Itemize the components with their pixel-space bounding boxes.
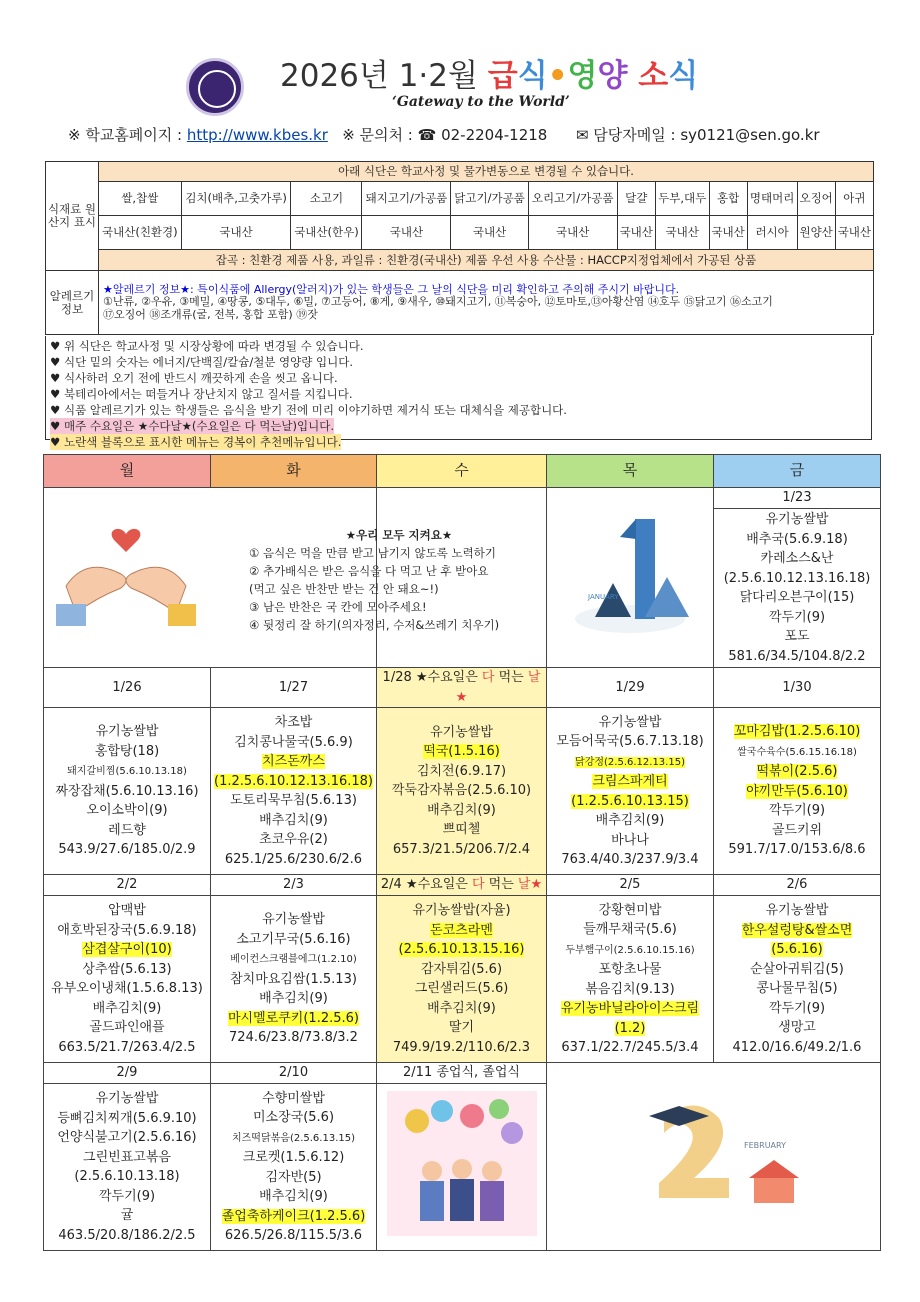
wednesday-tag: 먹는 bbox=[494, 670, 528, 685]
menu-cell bbox=[377, 896, 547, 1063]
menu-item: 떡볶이(2.5.6) bbox=[756, 764, 838, 780]
wednesday-tag: 다 bbox=[471, 877, 485, 893]
date-cell: 2/6 bbox=[714, 875, 881, 896]
title-char: 소 bbox=[638, 58, 669, 94]
menu-item: 유기농바닐라아이스크림 bbox=[560, 1001, 700, 1016]
menu-item: 깍두기(9) bbox=[768, 803, 826, 819]
title-char: 급 bbox=[487, 58, 518, 94]
menu-item: 생망고 bbox=[778, 1020, 816, 1035]
page-subtitle: ‘Gateway to the World’ bbox=[392, 94, 570, 110]
nutrition-info: 581.6/34.5/104.8/2.2 bbox=[728, 648, 866, 664]
menu-item: 닭강정(2.5.6.12.13.15) bbox=[575, 756, 685, 768]
menu-item: 귤 bbox=[120, 1208, 134, 1223]
date-cell: 1/27 bbox=[211, 668, 377, 708]
menu-item: 배추김치(9) bbox=[259, 1189, 328, 1204]
menu-item: 소고기무국(5.6.16) bbox=[236, 931, 351, 947]
menu-item: 언양식불고기(2.5.6.16) bbox=[57, 1130, 197, 1145]
origin-item: 명태머리 bbox=[747, 182, 797, 216]
menu-item: 치즈떡닭볶음(2.5.6.13.15) bbox=[231, 1132, 355, 1144]
menu-item: (2.5.6.10.12.13.16.18) bbox=[723, 570, 871, 586]
menu-item: 유부오이냉채(1.5.6.8.13) bbox=[51, 981, 203, 996]
menu-item: 미소장국(5.6) bbox=[252, 1110, 335, 1125]
menu-item: 깍두기(9) bbox=[98, 1188, 156, 1204]
menu-item: 김자반(5) bbox=[265, 1169, 322, 1185]
nutrition-info: 763.4/40.3/237.9/3.4 bbox=[561, 852, 699, 867]
date-cell: 2/3 bbox=[211, 875, 377, 896]
nutrition-info: 543.9/27.6/185.0/2.9 bbox=[58, 842, 196, 858]
menu-cell bbox=[714, 708, 881, 875]
weekday-header: 화 bbox=[211, 455, 377, 488]
date-cell: 1/29 bbox=[547, 668, 714, 708]
menu-item: 유기농쌀밥 bbox=[598, 714, 662, 730]
menu-item: 치즈돈까스 bbox=[262, 754, 325, 769]
date-cell-wednesday: 1/28 ★수요일은 다 먹는 날★ bbox=[377, 668, 547, 708]
menu-item: 깍둑감자볶음(2.5.6.10) bbox=[391, 783, 532, 799]
february-label: FEBRUARY bbox=[743, 1141, 786, 1151]
origin-country: 국내산 bbox=[181, 216, 291, 250]
origin-country: 국내산 bbox=[528, 216, 617, 250]
origin-item: 김치(배추,고춧가루) bbox=[181, 182, 291, 216]
menu-cell bbox=[211, 1084, 377, 1251]
menu-item: 유기농쌀밥 bbox=[95, 724, 159, 740]
menu-item: 강황현미밥 bbox=[598, 902, 662, 918]
menu-item: 오이소박이(9) bbox=[86, 803, 168, 819]
title-char: 영 bbox=[567, 58, 598, 94]
february-illustration bbox=[547, 1063, 881, 1251]
contact-phone: ※ 문의처 : ☎ 02-2204-1218 bbox=[342, 126, 548, 144]
menu-item: 들깨무채국(5.6) bbox=[583, 922, 677, 937]
menu-item: 배추김치(9) bbox=[427, 1000, 496, 1016]
wednesday-tag: ★수요일은 bbox=[415, 670, 482, 685]
nutrition-info: 626.5/26.8/115.5/3.6 bbox=[224, 1228, 363, 1243]
allergy-label: 알레르기 정보 bbox=[46, 271, 99, 335]
origin-footnote: 잡곡 : 친환경 제품 사용, 과일류 : 친환경(국내산) 제품 우선 사용 수산물 : HACCP지정업체에서 가공된 상품 bbox=[99, 250, 874, 271]
menu-item: 돈코츠라멘 bbox=[430, 922, 493, 938]
menu-item: 그린빈표고볶음 bbox=[83, 1149, 171, 1165]
pledge-line: ① 음식은 먹을 만큼 받고 남기지 않도록 노력하기 bbox=[249, 546, 496, 560]
menu-cell bbox=[211, 896, 377, 1063]
origin-country: 러시아 bbox=[747, 216, 797, 250]
notice-item: ♥ 식사하러 오기 전에 반드시 깨끗하게 손을 씻고 옵니다. bbox=[50, 371, 338, 385]
origin-country: 국내산 bbox=[617, 216, 655, 250]
wednesday-tag: 먹는 bbox=[484, 877, 518, 893]
menu-item: 배추김치(9) bbox=[259, 812, 328, 828]
graduation-illustration bbox=[377, 1084, 547, 1251]
date-cell: 2/2 bbox=[44, 875, 211, 896]
menu-item: 유기농쌀밥 bbox=[95, 1091, 159, 1106]
menu-item: 쌀국수육수(5.6.15.16.18) bbox=[737, 746, 857, 758]
menu-cell bbox=[547, 896, 714, 1063]
weekday-header: 수 bbox=[377, 455, 547, 488]
allergy-info: ★알레르기 정보★: 특이식품에 Allergy(알러지)가 있는 학생들은 그 날의 식단을 미리 확인하고 주의해 주시기 바랍니다. ①난류, ②우유, ③메밀, ④땅콩, ⑤대두, ⑥밀, ⑦고등어, ⑧게, ⑨새우, ⑩돼지고기, ⑪복숭아, ⑫토마토,⑬아황산염 ⑭호두 ⑮닭고기 ⑯소고기 ⑰오징어 ⑱조개류(굴, 전복, 홍합 포함) ⑲잣 bbox=[99, 271, 874, 335]
menu-item: 배추김치(9) bbox=[595, 813, 665, 828]
notice-recommended: ♥ 노란색 블록으로 표시한 메뉴는 경복이 추천메뉴입니다. bbox=[50, 435, 342, 449]
menu-item: 크로켓(1.5.6.12) bbox=[242, 1150, 345, 1165]
nutrition-info: 412.0/16.6/49.2/1.6 bbox=[732, 1039, 862, 1055]
date-cell: 2/10 bbox=[211, 1063, 377, 1084]
origin-item: 쌀,찹쌀 bbox=[99, 182, 182, 216]
contact-email: ✉ 담당자메일 : sy0121@sen.go.kr bbox=[575, 126, 820, 144]
pledge-title: ★우리 모두 지켜요★ bbox=[345, 528, 453, 542]
origin-item: 닭고기/가공품 bbox=[451, 182, 528, 216]
origin-country: 국내산 bbox=[835, 216, 873, 250]
title-char: 식 bbox=[668, 58, 699, 94]
origin-notice: 아래 식단은 학교사정 및 물가변동으로 변경될 수 있습니다. bbox=[99, 162, 874, 182]
menu-item: 유기농쌀밥 bbox=[262, 912, 325, 928]
menu-item: 레드향 bbox=[108, 822, 146, 838]
menu-item: 홍합탕(18) bbox=[94, 743, 160, 759]
notice-item: ♥ 위 식단은 학교사정 및 시장상황에 따라 변경될 수 있습니다. bbox=[50, 339, 364, 353]
nutrition-info: 724.6/23.8/73.8/3.2 bbox=[229, 1030, 358, 1046]
menu-item: 깍두기(9) bbox=[768, 609, 826, 625]
menu-item: (2.5.6.10.13.18) bbox=[74, 1169, 180, 1184]
contact-line: ※ 학교홈페이지 : http://www.kbes.kr ※ 문의처 : ☎ 02-2204-1218 ✉ 담당자메일 : sy0121@sen.go.kr bbox=[68, 126, 820, 144]
origin-item: 달걀 bbox=[617, 182, 655, 216]
menu-item: 야끼만두(5.6.10) bbox=[746, 783, 848, 799]
page-title: 2026년 1·2월 급식•영양 소식 bbox=[280, 58, 699, 94]
menu-item: (2.5.6.10.13.15.16) bbox=[398, 942, 525, 957]
notice-list bbox=[45, 336, 872, 449]
menu-cell bbox=[44, 708, 211, 875]
menu-item: (1.2.5.6.10.12.13.16.18) bbox=[214, 773, 373, 789]
origin-table bbox=[45, 161, 874, 335]
notice-wednesday: ♥ 매주 수요일은 ★수다날★(수요일은 다 먹는날)입니다. bbox=[50, 419, 335, 433]
origin-item: 두부,대두 bbox=[655, 182, 709, 216]
menu-item: 유기농쌀밥 bbox=[430, 724, 493, 740]
menu-cell bbox=[714, 509, 881, 668]
menu-item: 감자튀김(5.6) bbox=[420, 961, 503, 977]
menu-item: 초코우유(2) bbox=[259, 832, 328, 847]
menu-item: 도토리묵무침(5.6.13) bbox=[230, 793, 357, 808]
menu-item: 콩나물무침(5) bbox=[756, 981, 838, 996]
origin-country: 국내산 bbox=[362, 216, 451, 250]
menu-calendar bbox=[43, 454, 881, 1251]
january-illustration bbox=[547, 488, 714, 668]
menu-cell bbox=[547, 708, 714, 875]
menu-item: 베이컨스크램블에그(1.2.10) bbox=[230, 954, 357, 966]
menu-item: 짜장잡채(5.6.10.13.16) bbox=[55, 783, 199, 799]
menu-item: 바나나 bbox=[611, 832, 649, 848]
menu-item: 쁘띠첼 bbox=[442, 822, 481, 838]
menu-item: 유기농쌀밥(자율) bbox=[412, 903, 511, 918]
nutrition-info: 591.7/17.0/153.6/8.6 bbox=[728, 842, 866, 858]
january-label: JANUARY bbox=[588, 593, 619, 602]
menu-item: 한우설렁탕&쌀소면 bbox=[741, 922, 853, 938]
menu-item: 꼬마김밥(1.2.5.6.10) bbox=[733, 724, 861, 740]
pledge-box bbox=[44, 488, 500, 668]
nutrition-info: 663.5/21.7/263.4/2.5 bbox=[58, 1039, 196, 1055]
date-cell: 1/23 bbox=[714, 488, 881, 509]
origin-item: 오징어 bbox=[797, 182, 835, 216]
date-cell: 2/9 bbox=[44, 1063, 211, 1084]
menu-cell bbox=[377, 708, 547, 875]
menu-item: 순살아귀튀김(5) bbox=[750, 961, 844, 977]
date-cell: 2/11 종업식, 졸업식 bbox=[377, 1063, 547, 1084]
date-cell-wednesday: 2/4 ★수요일은 다 먹는 날★ bbox=[377, 875, 547, 896]
menu-item: 졸업축하케이크(1.2.5.6) bbox=[221, 1208, 366, 1224]
date-cell: 2/5 bbox=[547, 875, 714, 896]
menu-item: 김치전(6.9.17) bbox=[416, 763, 507, 779]
origin-country: 국내산(친환경) bbox=[99, 216, 182, 250]
origin-label: 식재료 원산지 표시 bbox=[46, 162, 99, 271]
menu-item: (1.2.5.6.10.13.15) bbox=[571, 793, 689, 809]
notice-item: ♥ 식단 밑의 숫자는 에너지/단백질/칼슘/철분 영양량 입니다. bbox=[50, 355, 354, 369]
menu-cell bbox=[44, 896, 211, 1063]
menu-item: 배추김치(9) bbox=[92, 1000, 162, 1016]
menu-item: 수향미쌀밥 bbox=[262, 1090, 325, 1106]
menu-item: 볶음김치(9.13) bbox=[585, 981, 675, 997]
menu-item: 애호박된장국(5.6.9.18) bbox=[57, 922, 197, 938]
menu-item: (1.2) bbox=[614, 1020, 646, 1036]
menu-item: 배추국(5.6.9.18) bbox=[746, 531, 848, 547]
menu-item: 김치콩나물국(5.6.9) bbox=[234, 734, 353, 750]
menu-item: 그린샐러드(5.6) bbox=[414, 981, 509, 996]
menu-item: 포항초나물 bbox=[598, 962, 662, 977]
menu-item: 등뼈김치찌개(5.6.9.10) bbox=[57, 1110, 197, 1126]
menu-item: 상추쌈(5.6.13) bbox=[82, 961, 172, 977]
pinky-promise-illustration bbox=[56, 516, 196, 626]
pledge-line: ② 추가배식은 받은 음식을 다 먹고 난 후 받아요 bbox=[249, 564, 489, 578]
pledge-line: ③ 남은 반찬은 국 칸에 모아주세요! bbox=[249, 600, 427, 614]
weekday-header: 월 bbox=[44, 455, 211, 488]
origin-item: 오리고기/가공품 bbox=[528, 182, 617, 216]
nutrition-info: 657.3/21.5/206.7/2.4 bbox=[392, 841, 531, 857]
menu-item: 골드키위 bbox=[771, 822, 823, 838]
nutrition-info: 749.9/19.2/110.6/2.3 bbox=[392, 1039, 531, 1055]
menu-item: 마시멜로쿠키(1.2.5.6) bbox=[228, 1010, 359, 1026]
menu-item: 깍두기(9) bbox=[768, 1000, 826, 1016]
menu-item: 유기농쌀밥 bbox=[765, 512, 829, 527]
date-cell: 1/30 bbox=[714, 668, 881, 708]
menu-item: 두부햄구이(2.5.6.10.15.16) bbox=[565, 944, 695, 956]
menu-item: 떡국(1.5.16) bbox=[423, 744, 500, 760]
origin-country: 국내산 bbox=[655, 216, 709, 250]
origin-country: 국내산 bbox=[709, 216, 747, 250]
wednesday-tag: ★수요일은 bbox=[405, 877, 472, 893]
menu-item: 골드파인애플 bbox=[89, 1020, 165, 1035]
wednesday-tag: 다 bbox=[481, 670, 495, 685]
title-char: • bbox=[547, 58, 568, 94]
school-logo bbox=[186, 58, 244, 116]
menu-cell bbox=[44, 1084, 211, 1251]
menu-item: 카레소스&난 bbox=[760, 551, 834, 566]
pledge-line: (먹고 싶은 반찬만 받는 건 안 돼요~!) bbox=[249, 582, 439, 596]
notice-item: ♥ 식품 알레르기가 있는 학생들은 음식을 받기 전에 미리 이야기하면 제거식 또는 대체식을 제공합니다. bbox=[50, 403, 567, 417]
menu-cell bbox=[211, 708, 377, 875]
wednesday-tag: 날★ bbox=[517, 877, 543, 893]
menu-cell bbox=[714, 896, 881, 1063]
menu-item: 닭다리오븐구이(15) bbox=[739, 590, 855, 605]
menu-item: 배추김치(9) bbox=[259, 991, 328, 1007]
homepage-link[interactable]: http://www.kbes.kr bbox=[186, 126, 328, 144]
weekday-header: 목 bbox=[547, 455, 714, 488]
origin-country: 국내산 bbox=[451, 216, 528, 250]
nutrition-info: 637.1/22.7/245.5/3.4 bbox=[561, 1040, 699, 1055]
pledge-line: ④ 뒷정리 잘 하기(의자정리, 수저&쓰레기 치우기) bbox=[249, 618, 500, 632]
menu-item: 배추김치(9) bbox=[427, 802, 496, 818]
menu-item: 모듬어묵국(5.6.7.13.18) bbox=[556, 734, 704, 749]
menu-item: 참치마요김쌈(1.5.13) bbox=[230, 971, 357, 987]
origin-country: 국내산(한우) bbox=[291, 216, 362, 250]
origin-item: 아귀 bbox=[835, 182, 873, 216]
menu-item: 포도 bbox=[784, 629, 810, 644]
wednesday-tag: 날★ bbox=[455, 670, 541, 705]
nutrition-info: 625.1/25.6/230.6/2.6 bbox=[224, 851, 363, 867]
title-char bbox=[627, 58, 638, 94]
weekday-header: 금 bbox=[714, 455, 881, 488]
menu-item: 압맥밥 bbox=[108, 903, 146, 918]
origin-item: 소고기 bbox=[291, 182, 362, 216]
menu-item: 돼지갈비찜(5.6.10.13.18) bbox=[67, 766, 187, 778]
menu-item: 딸기 bbox=[448, 1020, 475, 1035]
notice-item: ♥ 북테리아에서는 떠들거나 장난치지 않고 질서를 지킵니다. bbox=[50, 387, 353, 401]
menu-item: 삼겹살구이(10) bbox=[82, 942, 172, 957]
menu-item: 차조밥 bbox=[274, 715, 313, 730]
date-cell: 1/26 bbox=[44, 668, 211, 708]
nutrition-info: 463.5/20.8/186.2/2.5 bbox=[58, 1227, 196, 1243]
origin-item: 돼지고기/가공품 bbox=[362, 182, 451, 216]
origin-country: 원양산 bbox=[797, 216, 835, 250]
title-char: 양 bbox=[597, 58, 628, 94]
origin-item: 홍합 bbox=[709, 182, 747, 216]
title-char: 식 bbox=[517, 58, 548, 94]
menu-item: (5.6.16) bbox=[771, 942, 823, 957]
menu-item: 크림스파게티 bbox=[592, 774, 668, 789]
menu-item: 유기농쌀밥 bbox=[765, 903, 829, 918]
